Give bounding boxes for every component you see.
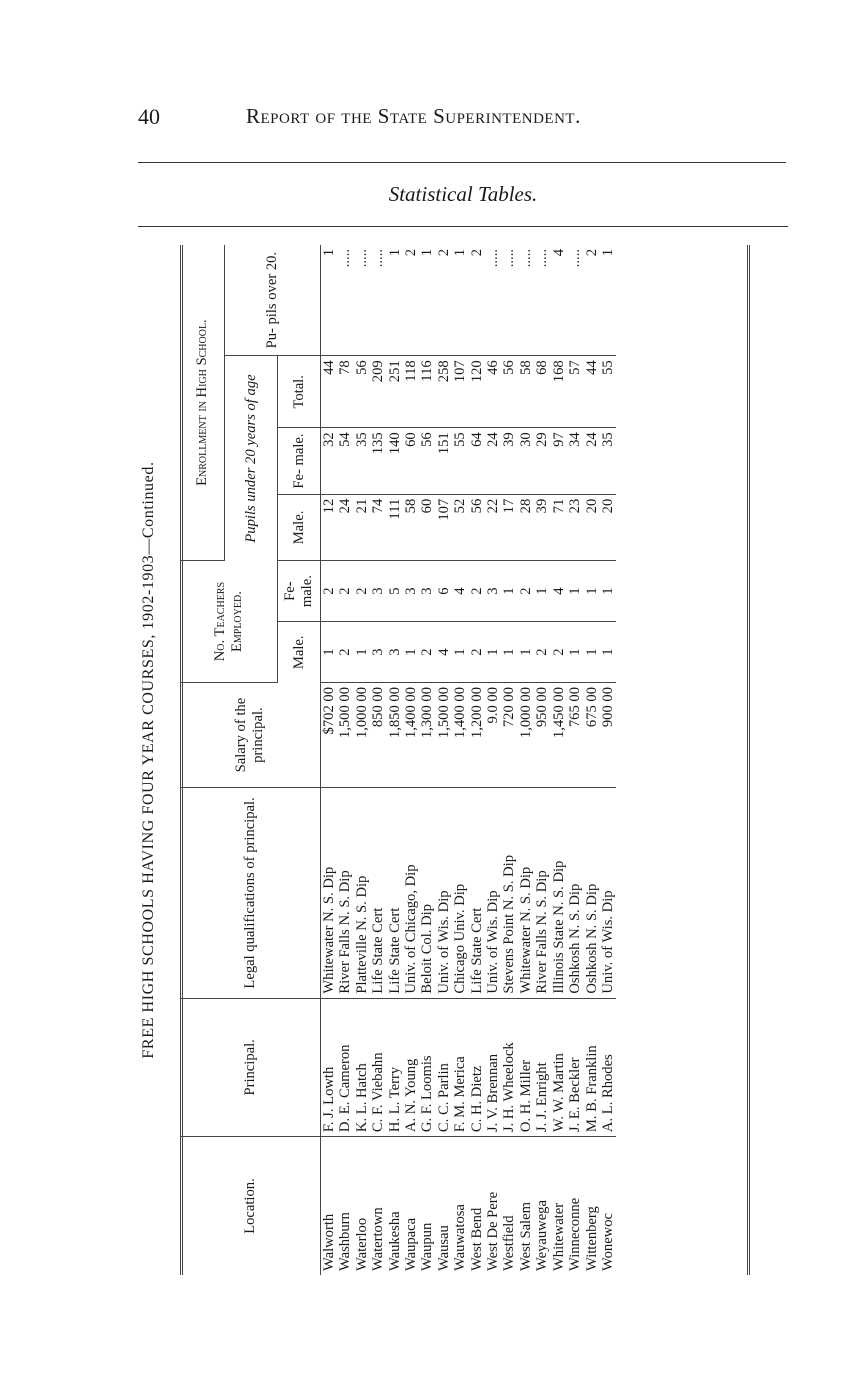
cell-pupils-female: 60 <box>403 428 419 494</box>
cell-salary: 765 00 <box>567 683 583 788</box>
cell-pupils-female: 56 <box>419 428 435 494</box>
cell-teachers-female: 6 <box>436 561 452 622</box>
cell-principal: H. L. Terry <box>387 998 403 1136</box>
col-under-20: Pupils under 20 years of age <box>225 356 278 561</box>
cell-pupils-male: 23 <box>567 494 583 560</box>
col-teachers-male: Male. <box>278 622 321 683</box>
cell-location: West Bend <box>468 1207 485 1271</box>
cell-salary: 1,200 00 <box>469 683 485 788</box>
cell-pupils-female: 97 <box>551 428 567 494</box>
cell-pupils-male: 52 <box>452 494 468 560</box>
cell-pupils-female: 32 <box>321 428 338 494</box>
cell-pupils-total: 168 <box>551 356 567 428</box>
cell-qualification: River Falls N. S. Dip <box>337 788 353 998</box>
cell-teachers-male: 1 <box>584 622 600 683</box>
cell-pupils-total: 209 <box>370 356 386 428</box>
col-principal: Principal. <box>180 998 321 1136</box>
cell-pupils-male: 107 <box>436 494 452 560</box>
cell-principal: O. H. Miller <box>518 998 534 1136</box>
cell-location: Walworth <box>321 1213 337 1271</box>
cell-teachers-male: 2 <box>337 622 353 683</box>
table-row <box>501 245 517 1275</box>
cell-pupils-total: 55 <box>600 356 616 428</box>
cell-location: Watertown <box>370 1207 387 1271</box>
cell-over-20: ..... <box>567 245 583 356</box>
cell-pupils-male: 60 <box>419 494 435 560</box>
cell-pupils-male: 56 <box>469 494 485 560</box>
cell-salary: 900 00 <box>600 683 616 788</box>
table-row <box>419 245 435 1275</box>
cell-pupils-total: 57 <box>567 356 583 428</box>
cell-principal: C. H. Dietz <box>469 998 485 1136</box>
cell-over-20: 1 <box>321 245 338 356</box>
cell-principal: A. L. Rhodes <box>600 998 616 1136</box>
cell-pupils-female: 55 <box>452 428 468 494</box>
running-title: Report of the State Superintendent. <box>246 104 581 128</box>
cell-principal: C. C. Parlin <box>436 998 452 1136</box>
cell-teachers-male: 2 <box>551 622 567 683</box>
cell-principal: J. J. Enright <box>534 998 550 1136</box>
cell-location: Wauwatosa <box>452 1204 469 1271</box>
cell-salary: 1,000 00 <box>354 683 370 788</box>
cell-teachers-male: 1 <box>518 622 534 683</box>
cell-teachers-female: 1 <box>584 561 600 622</box>
cell-over-20: 2 <box>436 245 452 356</box>
cell-qualification: Univ. of Wis. Dip <box>600 788 616 998</box>
cell-teachers-male: 1 <box>354 622 370 683</box>
cell-principal: F. M. Merica <box>452 998 468 1136</box>
cell-teachers-female: 3 <box>419 561 435 622</box>
table-row <box>534 245 550 1275</box>
cell-principal: J. H. Wheelock <box>501 998 517 1136</box>
cell-pupils-female: 29 <box>534 428 550 494</box>
cell-over-20: 4 <box>551 245 567 356</box>
table-row <box>436 245 452 1275</box>
cell-salary: 675 00 <box>584 683 600 788</box>
header-rule <box>138 162 786 163</box>
cell-pupils-male: 39 <box>534 494 550 560</box>
cell-salary: 950 00 <box>534 683 550 788</box>
page-header <box>138 104 788 140</box>
cell-pupils-total: 116 <box>419 356 435 428</box>
cell-qualification: Life State Cert <box>370 788 386 998</box>
cell-teachers-male: 1 <box>403 622 419 683</box>
cell-over-20: 2 <box>403 245 419 356</box>
table-row <box>387 245 403 1275</box>
cell-qualification: Illinois State N. S. Dip <box>551 788 567 998</box>
table-row <box>584 245 600 1275</box>
cell-location: West De Pere <box>485 1191 502 1271</box>
cell-pupils-total: 44 <box>584 356 600 428</box>
cell-location: Waukesha <box>386 1211 403 1271</box>
cell-location: Whitewater <box>550 1202 567 1271</box>
cell-teachers-male: 2 <box>534 622 550 683</box>
cell-teachers-female: 4 <box>452 561 468 622</box>
cell-salary: 850 00 <box>370 683 386 788</box>
cell-pupils-female: 39 <box>501 428 517 494</box>
cell-salary: 1,850 00 <box>387 683 403 788</box>
cell-qualification: Stevens Point N. S. Dip <box>501 788 517 998</box>
cell-teachers-female: 5 <box>387 561 403 622</box>
page-number: 40 <box>138 104 160 129</box>
col-qualifications: Legal qualifications of principal. <box>180 788 321 998</box>
table-row <box>337 245 353 1275</box>
cell-over-20: 2 <box>469 245 485 356</box>
cell-teachers-female: 1 <box>600 561 616 622</box>
cell-principal: W. W. Martin <box>551 998 567 1136</box>
cell-teachers-female: 3 <box>485 561 501 622</box>
cell-pupils-male: 74 <box>370 494 386 560</box>
cell-over-20: ..... <box>370 245 386 356</box>
cell-pupils-male: 28 <box>518 494 534 560</box>
cell-location: Waupaca <box>403 1217 420 1271</box>
cell-pupils-total: 56 <box>354 356 370 428</box>
cell-pupils-total: 120 <box>469 356 485 428</box>
col-enrollment: Enrollment in High School. <box>180 245 225 561</box>
table-row <box>600 245 616 1275</box>
cell-pupils-total: 58 <box>518 356 534 428</box>
cell-pupils-total: 46 <box>485 356 501 428</box>
table-row <box>370 245 386 1275</box>
cell-teachers-male: 4 <box>436 622 452 683</box>
cell-teachers-female: 1 <box>567 561 583 622</box>
cell-over-20: ..... <box>485 245 501 356</box>
table-row <box>567 245 583 1275</box>
cell-qualification: River Falls N. S. Dip <box>534 788 550 998</box>
cell-location: Waupun <box>419 1222 436 1271</box>
cell-principal: G. F. Loomis <box>419 998 435 1136</box>
table-row <box>518 245 534 1275</box>
statistics-table <box>180 245 616 1275</box>
cell-pupils-total: 251 <box>387 356 403 428</box>
cell-salary: 1,400 00 <box>452 683 468 788</box>
cell-pupils-female: 151 <box>436 428 452 494</box>
table-row <box>321 245 338 1275</box>
cell-salary: 1,500 00 <box>436 683 452 788</box>
cell-location: Westfield <box>501 1215 518 1271</box>
table-row <box>551 245 567 1275</box>
cell-location: Weyauwega <box>534 1200 551 1271</box>
cell-over-20: ..... <box>354 245 370 356</box>
cell-teachers-female: 1 <box>501 561 517 622</box>
cell-pupils-male: 111 <box>387 494 403 560</box>
cell-salary: 1,450 00 <box>551 683 567 788</box>
cell-over-20: 1 <box>452 245 468 356</box>
cell-pupils-male: 71 <box>551 494 567 560</box>
cell-teachers-male: 3 <box>370 622 386 683</box>
cell-teachers-male: 1 <box>567 622 583 683</box>
cell-location: West Salem <box>517 1202 534 1271</box>
cell-principal: C. F. Viebahn <box>370 998 386 1136</box>
cell-pupils-total: 78 <box>337 356 353 428</box>
cell-pupils-total: 68 <box>534 356 550 428</box>
table-row <box>452 245 468 1275</box>
cell-pupils-male: 17 <box>501 494 517 560</box>
cell-pupils-female: 24 <box>584 428 600 494</box>
cell-principal: F. J. Lowth <box>321 998 338 1136</box>
cell-qualification: Life State Cert <box>387 788 403 998</box>
cell-pupils-female: 54 <box>337 428 353 494</box>
cell-pupils-female: 35 <box>354 428 370 494</box>
cell-qualification: Whitewater N. S. Dip <box>518 788 534 998</box>
cell-principal: D. E. Cameron <box>337 998 353 1136</box>
cell-teachers-male: 1 <box>321 622 338 683</box>
cell-salary: 720 00 <box>501 683 517 788</box>
cell-teachers-male: 3 <box>387 622 403 683</box>
cell-teachers-female: 2 <box>321 561 338 622</box>
cell-qualification: Oshkosh N. S. Dip <box>584 788 600 998</box>
table-body <box>321 245 617 1275</box>
cell-pupils-female: 30 <box>518 428 534 494</box>
cell-pupils-male: 20 <box>600 494 616 560</box>
col-over-20: Pu- pils over 20. <box>225 245 321 356</box>
cell-salary: 1,500 00 <box>337 683 353 788</box>
cell-pupils-male: 12 <box>321 494 338 560</box>
cell-principal: K. L. Hatch <box>354 998 370 1136</box>
cell-salary: 1,300 00 <box>419 683 435 788</box>
cell-over-20: 1 <box>600 245 616 356</box>
cell-over-20: 1 <box>419 245 435 356</box>
cell-pupils-male: 21 <box>354 494 370 560</box>
cell-location: Wonewoc <box>599 1213 616 1271</box>
cell-over-20: 1 <box>387 245 403 356</box>
cell-qualification: Platteville N. S. Dip <box>354 788 370 998</box>
col-salary: Salary of the principal. <box>180 683 321 788</box>
cell-teachers-female: 2 <box>469 561 485 622</box>
col-pupils-total: Total. <box>278 356 321 428</box>
cell-teachers-female: 1 <box>534 561 550 622</box>
cell-over-20: ..... <box>337 245 353 356</box>
cell-pupils-female: 64 <box>469 428 485 494</box>
cell-salary: 9.0 00 <box>485 683 501 788</box>
table-row <box>354 245 370 1275</box>
col-pupils-male: Male. <box>278 494 321 560</box>
cell-salary: 1,400 00 <box>403 683 419 788</box>
cell-pupils-total: 107 <box>452 356 468 428</box>
cell-teachers-female: 3 <box>403 561 419 622</box>
cell-location: Washburn <box>337 1212 354 1271</box>
cell-qualification: Whitewater N. S. Dip <box>321 788 338 998</box>
cell-over-20: 2 <box>584 245 600 356</box>
table-title: FREE HIGH SCHOOLS HAVING FOUR YEAR COURSES, 1902-1903—Continued. <box>140 461 157 1059</box>
table-row <box>469 245 485 1275</box>
cell-pupils-total: 44 <box>321 356 338 428</box>
cell-teachers-female: 2 <box>337 561 353 622</box>
cell-pupils-total: 56 <box>501 356 517 428</box>
cell-principal: J. V. Brennan <box>485 998 501 1136</box>
col-location: Location. <box>180 1137 321 1275</box>
cell-teachers-male: 1 <box>485 622 501 683</box>
cell-location: Wittenberg <box>583 1206 600 1271</box>
cell-teachers-female: 4 <box>551 561 567 622</box>
cell-teachers-male: 1 <box>452 622 468 683</box>
subtitle-rule <box>138 226 788 227</box>
cell-location: Winneconne <box>567 1197 584 1271</box>
cell-over-20: ..... <box>501 245 517 356</box>
cell-location: Wausau <box>435 1225 452 1271</box>
cell-teachers-female: 2 <box>518 561 534 622</box>
cell-salary: $702 00 <box>321 683 338 788</box>
cell-pupils-female: 140 <box>387 428 403 494</box>
col-pupils-female: Fe- male. <box>278 428 321 494</box>
table-row <box>403 245 419 1275</box>
cell-pupils-male: 22 <box>485 494 501 560</box>
cell-teachers-male: 1 <box>501 622 517 683</box>
cell-pupils-male: 20 <box>584 494 600 560</box>
cell-pupils-total: 118 <box>403 356 419 428</box>
cell-pupils-female: 24 <box>485 428 501 494</box>
cell-teachers-female: 3 <box>370 561 386 622</box>
cell-pupils-total: 258 <box>436 356 452 428</box>
cell-salary: 1,000 00 <box>518 683 534 788</box>
cell-teachers-male: 2 <box>469 622 485 683</box>
cell-teachers-female: 2 <box>354 561 370 622</box>
table-row <box>485 245 501 1275</box>
cell-qualification: Oshkosh N. S. Dip <box>567 788 583 998</box>
section-subtitle: Statistical Tables. <box>388 182 538 206</box>
cell-qualification: Univ. of Wis. Dip <box>485 788 501 998</box>
cell-pupils-female: 34 <box>567 428 583 494</box>
cell-principal: A. N. Young <box>403 998 419 1136</box>
cell-qualification: Chicago Univ. Dip <box>452 788 468 998</box>
cell-qualification: Life State Cert <box>469 788 485 998</box>
cell-pupils-male: 24 <box>337 494 353 560</box>
col-teachers-female: Fe- male. <box>278 561 321 622</box>
cell-qualification: Beloit Col. Dip <box>419 788 435 998</box>
cell-over-20: ..... <box>518 245 534 356</box>
cell-pupils-female: 35 <box>600 428 616 494</box>
cell-teachers-male: 2 <box>419 622 435 683</box>
cell-pupils-male: 58 <box>403 494 419 560</box>
cell-principal: M. B. Franklin <box>584 998 600 1136</box>
cell-location: Waterloo <box>353 1217 370 1271</box>
cell-over-20: ..... <box>534 245 550 356</box>
cell-teachers-male: 1 <box>600 622 616 683</box>
cell-principal: J. E. Beckler <box>567 998 583 1136</box>
cell-qualification: Univ. of Chicago, Dip <box>403 788 419 998</box>
cell-pupils-female: 135 <box>370 428 386 494</box>
cell-qualification: Univ. of Wis. Dip <box>436 788 452 998</box>
col-teachers: No. Teachers Employed. <box>180 561 278 683</box>
rotated-table-block <box>140 245 750 1275</box>
